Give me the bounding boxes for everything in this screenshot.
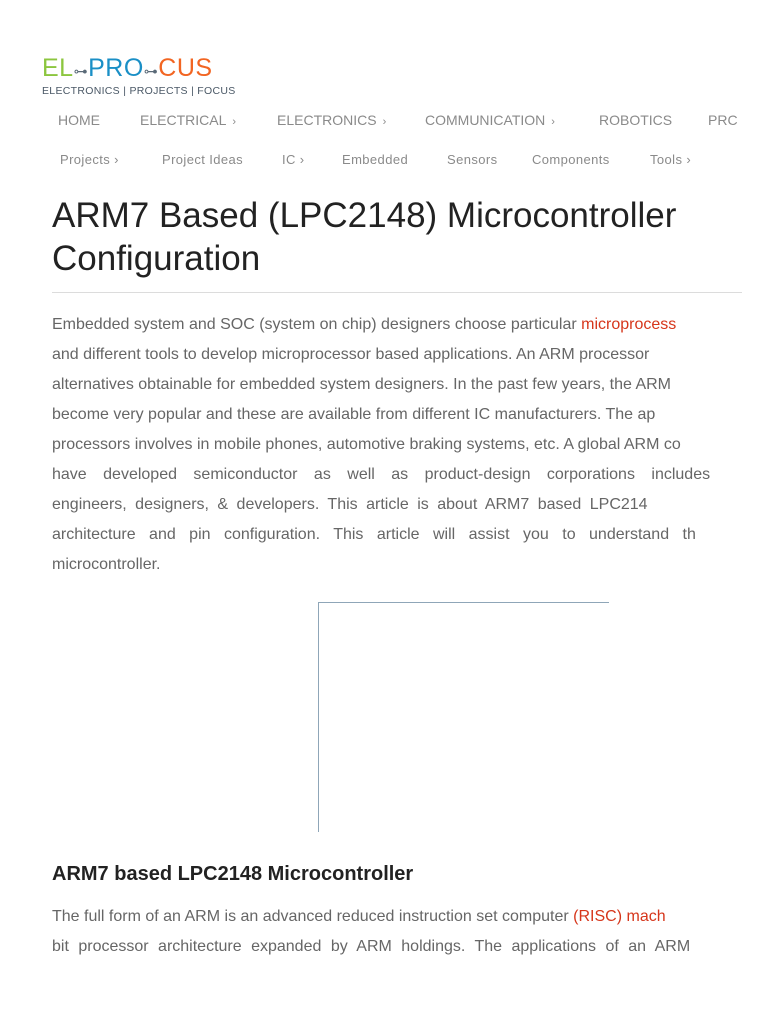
subnav-item-project-ideas[interactable]: Project Ideas xyxy=(162,152,244,167)
chevron-right-icon: › xyxy=(382,116,387,128)
page-title xyxy=(52,194,772,280)
risc-link[interactable]: (RISC) mach xyxy=(573,908,666,925)
section-line: The full form of an ARM is an advanced reduced instruction set computer (RISC) mach xyxy=(52,908,666,925)
intro-line: and different tools to develop microprocessor based applications. An ARM processor xyxy=(52,346,650,363)
intro-line: processors involves in mobile phones, automotive braking systems, etc. A global ARM co xyxy=(52,436,681,453)
chevron-right-icon: › xyxy=(232,116,237,128)
logo-part-cus: CUS xyxy=(158,54,213,82)
logo-part-pro: PRO xyxy=(88,54,144,82)
intro-line: become very popular and these are available from different IC manufacturers. The ap xyxy=(52,406,656,423)
microprocessor-link[interactable]: microprocess xyxy=(581,316,677,333)
logo-connector-icon: ⊶ xyxy=(143,63,159,79)
logo-wordmark[interactable] xyxy=(42,54,236,85)
subnav-item-embedded[interactable]: Embedded xyxy=(342,152,409,167)
nav-item-electronics[interactable]: ELECTRONICS › xyxy=(277,112,387,128)
intro-line: architecture and pin configuration. This article will assist you to understand th xyxy=(52,526,696,543)
nav-item-electrical[interactable]: ELECTRICAL › xyxy=(140,112,237,128)
intro-line: have developed semiconductor as well as product-design corporations includes xyxy=(52,466,711,483)
section-line: bit processor architecture expanded by ARM holdings. The applications of an ARM xyxy=(52,938,691,955)
logo-tagline: ELECTRONICS | PROJECTS | FOCUS xyxy=(42,85,236,97)
chevron-right-icon: › xyxy=(551,116,555,128)
logo-connector-icon: ⊶ xyxy=(73,63,89,79)
nav-item-communication[interactable]: COMMUNICATION › xyxy=(425,112,555,128)
intro-line: microcontroller. xyxy=(52,556,161,573)
title-divider xyxy=(52,292,742,293)
nav-item-home[interactable]: HOME xyxy=(58,112,100,128)
subnav-item-tools[interactable]: Tools › xyxy=(650,152,692,167)
article-image-frame-left xyxy=(318,602,319,832)
page-title-line-2: Configuration xyxy=(52,239,261,278)
nav-item-robotics[interactable]: ROBOTICS xyxy=(599,112,673,128)
logo-part-el: EL xyxy=(42,54,74,82)
intro-line: alternatives obtainable for embedded system designers. In the past few years, the ARM xyxy=(52,376,671,393)
subnav-item-sensors[interactable]: Sensors xyxy=(447,152,498,167)
subnav-item-projects[interactable]: Projects › xyxy=(60,152,119,167)
intro-line: engineers, designers, & developers. This article is about ARM7 based LPC214 xyxy=(52,496,648,513)
subnav-item-ic[interactable]: IC › xyxy=(282,152,305,167)
page-title-line-1: ARM7 Based (LPC2148) Microcontroller xyxy=(52,196,677,235)
intro-line: Embedded system and SOC (system on chip) designers choose particular microprocess xyxy=(52,316,677,333)
article-image-frame-top xyxy=(318,602,609,603)
subnav-item-components[interactable]: Components xyxy=(532,152,610,167)
section-heading: ARM7 based LPC2148 Microcontroller xyxy=(52,863,414,885)
nav-item-projects-truncated[interactable]: PRC xyxy=(708,112,738,128)
site-logo[interactable] xyxy=(42,54,236,97)
